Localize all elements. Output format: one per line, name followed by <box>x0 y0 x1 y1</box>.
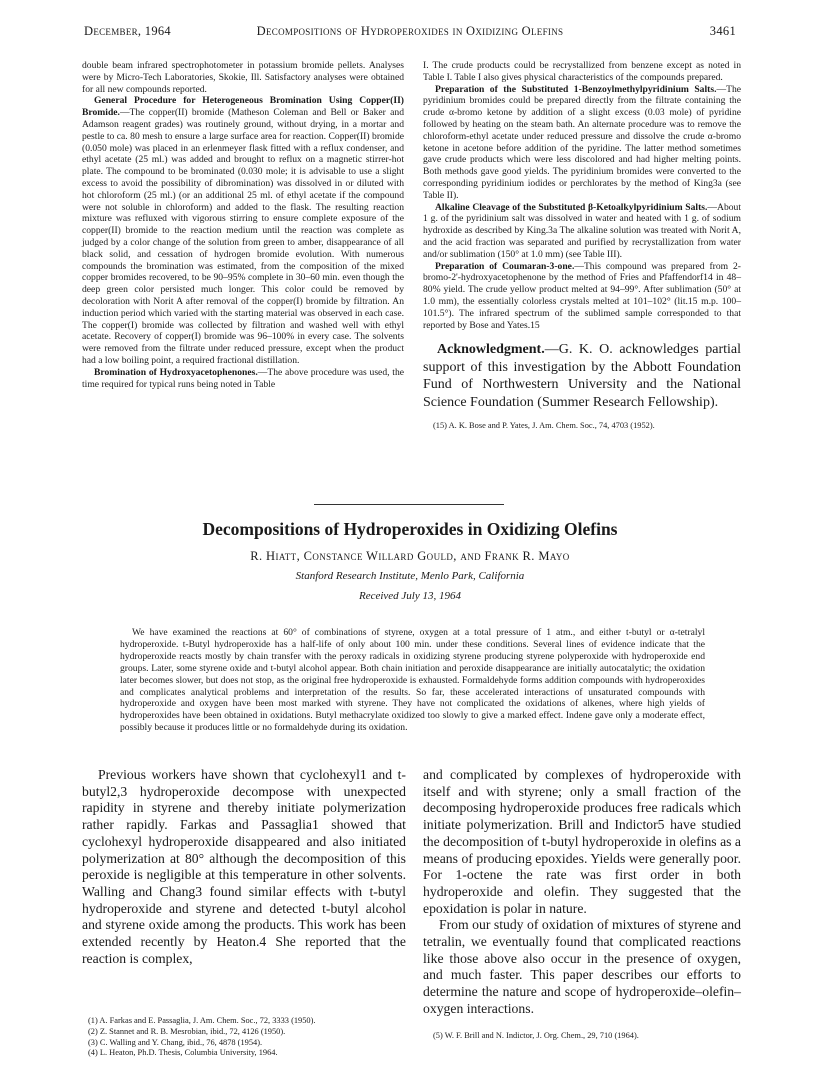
footnote: (3) C. Walling and Y. Chang, ibid., 76, 4878 (1954). <box>88 1037 263 1047</box>
footnote: (5) W. F. Brill and N. Indictor, J. Org. Chem., 29, 710 (1964). <box>433 1031 639 1040</box>
paragraph-body: —The above procedure was used, the time required for typical runs being noted in Table <box>82 366 405 390</box>
article-authors: R. Hiatt, Constance Willard Gould, and Frank R. Mayo <box>250 549 570 563</box>
affiliation: Stanford Research Institute, Menlo Park, California <box>295 570 525 582</box>
paragraph <box>423 84 741 202</box>
footnote: (1) A. Farkas and E. Passaglia, J. Am. Chem. Soc., 72, 3333 (1950). <box>88 1016 316 1025</box>
acknowledgment-body: —G. K. O. acknowledges partial support of this investigation by the Abbott Foundation Fund of Northwestern University and the National Science Foundation (Summer Research Fellowship). <box>423 342 741 410</box>
running-head-title: Decompositions of Hydroperoxides in Oxidizing Olefins <box>256 24 564 38</box>
run-in-heading: Preparation of Coumaran-3-one. <box>435 260 575 272</box>
running-head-date: December, 1964 <box>84 24 171 38</box>
run-in-heading: Bromination of Hydroxyacetophenones. <box>94 366 258 378</box>
body-column-right <box>423 767 741 1018</box>
run-in-heading: Preparation of the Substituted 1-Benzoylmethylpyridinium Salts. <box>435 83 717 95</box>
footnote: (15) A. K. Bose and P. Yates, J. Am. Chem. Soc., 74, 4703 (1952). <box>433 421 655 431</box>
paragraph-body: —The copper(II) bromide (Matheson Coleman and Bell or Baker and Adamson reagent grades) was routinely ground, without drying, in a mortar and pestle to ca. 80 mesh to ensure a large surface area for reaction. Copper(II) bromide (0.050 mole) was placed in an erlenmeyer flask fitted with a reflux condenser, and ethyl acetate (25 ml.) was added and brought to reflux on a magnetic stirrer-hot plate. The compound to be brominated (0.030 mole; it is advisable to use a slight excess to avoid the possibility of dibromination) was dissolved in or diluted with hot chloroform (25 ml.) (or an additional 25 ml. of ethyl acetate if the compound were not soluble in chloroform) and added to the flask. The resulting reaction mixture was refluxed with vigorous stirring to ensure complete exposure of the copper(II) bromide to the reaction medium until the reaction was complete as judged by a color change of the solution from green to amber, disappearance of all black solid, and cessation of hydrogen bromide evolution. With numerous compounds the bromination was estimated, from the composition of the mixed copper bromides recovered, to be 90–95% complete in 30–60 min. even though the deep green color persisted much longer. This color could be removed by decoloration with Norit A after removal of the copper(I) bromide by filtration. An induction period which varied with the starting material was observed in each case. The copper(I) bromide was collected by filtration and washed well with ethyl acetate. Recovery of copper(I) bromide was 96–100% in every case. The solvents were removed from the filtrate under reduced pressure, except when the product had a low boiling point, a required fractional distillation. <box>82 107 404 366</box>
paragraph: double beam infrared spectrophotometer in potassium bromide pellets. Analyses were by Micro-Tech Laboratories, Skokie, Ill. Satisfactory analyses were obtained for all new compounds reported. <box>82 60 404 95</box>
acknowledgment-heading: Acknowledgment. <box>437 342 545 358</box>
paragraph: Previous workers have shown that cyclohexyl1 and t-butyl2,3 hydroperoxide decompose with unexpected rapidity in styrene and thereby initiate polymerization rather rapidly. Farkas and Passaglia1 showed that cyclohexyl hydroperoxide disappeared and also initiated polymerization at 80° although the decomposition of this peroxide is negligible at this temperature in other solvents. Walling and Chang3 found similar effects with t-butyl hydroperoxide and styrene and detected t-butyl alcohol and styrene oxide among the products. This work has been extended recently by Heaton.4 She reported that the reaction is complex, <box>82 767 406 966</box>
paragraph <box>82 95 404 366</box>
section-divider <box>314 504 504 505</box>
paragraph: From our study of oxidation of mixtures of styrene and tetralin, we eventually found that complicated reactions like those above also occur in the presence of oxygen, and much faster. This paper describes our efforts to determine the nature and scope of hydroperoxide–olefin–oxygen interactions. <box>423 917 741 1016</box>
page-number: 3461 <box>709 24 736 38</box>
run-in-heading: General Procedure for Heterogeneous Bromination Using Copper(II) Bromide. <box>82 95 404 119</box>
paragraph: and complicated by complexes of hydroperoxide with itself and with styrene; only a small fraction of the decomposing hydroperoxide produces free radicals which initiate polymerization. Brill and Indictor5 have studied the decomposition of t-butyl hydroperoxide in olefins as a means of producing epoxides. Yields were generally poor. For 1-octene the rate was first order in both hydroperoxide and olefin. They suggested that the epoxidation is polar in nature. <box>423 767 741 916</box>
paragraph <box>423 202 741 261</box>
acknowledgment <box>423 341 741 411</box>
paragraph <box>423 261 741 332</box>
top-column-right <box>423 60 741 432</box>
paragraph-body: —The pyridinium bromides could be prepared directly from the filtrate containing the crude α-bromo ketone by addition of a slight excess (0.03 mole) of pyridine followed by heating on the steam bath. An alternate procedure was to remove the chloroform-ethyl acetate under reduced pressure and dissolve the crude α-bromo ketone in acetone before addition of the pyridine. The latter method sometimes gave crude products which were less discolored and had higher melting points. Both methods gave good yields. The pyridinium bromides were converted to the corresponding pyridinium iodides or perchlorates by the method of King3a (see Table II). <box>423 83 741 201</box>
paragraph-body: —This compound was prepared from 2-bromo-2'-hydroxyacetophenone by the method of Fries and Pfaffendorf14 in 48–80% yield. The crude yellow product melted at 94–99°. After sublimation (50° at 1.0 mm), the essentially colorless crystals melted at 101–102° (lit.15 m.p. 100–101.5°). The infrared spectrum of the sublimed sample corresponded to that reported by Bose and Yates.15 <box>423 260 741 331</box>
paragraph: I. The crude products could be recrystallized from benzene except as noted in Table I. Table I also gives physical characteristics of the compounds prepared. <box>423 60 741 83</box>
top-column-left <box>82 60 404 390</box>
article-title: Decompositions of Hydroperoxides in Oxidizing Olefins <box>202 519 618 539</box>
abstract: We have examined the reactions at 60° of combinations of styrene, oxygen at a total pressure of 1 atm., and either t-butyl or α-tetralyl hydroperoxide. t-Butyl hydroperoxide has a half-life of only about 100 min. under these conditions. Several lines of evidence indicate that the hydroperoxide reacts mostly by chain transfer with the peroxy radicals in oxidizing styrene producing styrene polyperoxide with hydroperoxide end groups. Later, some styrene oxide and t-butyl alcohol appear. Both chain initiation and peroxide disappearance are initially autocatalytic; the oxidation later becomes slower, but does not stop, as the original free hydroperoxide is exhausted. Formaldehyde forms addition compounds with hydroperoxides and complicates analytical problems and interpretation of the results. So far, these accelerated interactions of unsaturated compounds with hydroperoxide and oxygen have been most marked with styrene. They have not complicated the oxidations of alkenes, where high yields of hydroperoxides have been obtained in oxidations. Butyl methacrylate oxidized too slowly to give a marked effect. Indene gave only a moderate effect, possibly because it produces little or no formaldehyde during its oxidation. <box>120 627 705 734</box>
paragraph-body: —About 1 g. of the pyridinium salt was dissolved in water and heated with 1 g. of sodium hydroxide as described by King.3a The alkaline solution was treated with Norit A, and the acid fraction was separated and purified by recrystallization from water and/or sublimation (150° at 1.0 mm) (see Table III). <box>423 201 741 260</box>
footnotes-left <box>82 1016 406 1059</box>
run-in-heading: Alkaline Cleavage of the Substituted β-Ketoalkylpyridinium Salts. <box>435 201 708 213</box>
received-date: Received July 13, 1964 <box>358 590 461 602</box>
body-column-left <box>82 767 406 967</box>
footnote: (2) Z. Stannet and R. B. Mesrobian, ibid., 72, 4126 (1950). <box>88 1026 286 1036</box>
paragraph <box>82 367 404 391</box>
footnote: (4) L. Heaton, Ph.D. Thesis, Columbia University, 1964. <box>88 1048 278 1058</box>
